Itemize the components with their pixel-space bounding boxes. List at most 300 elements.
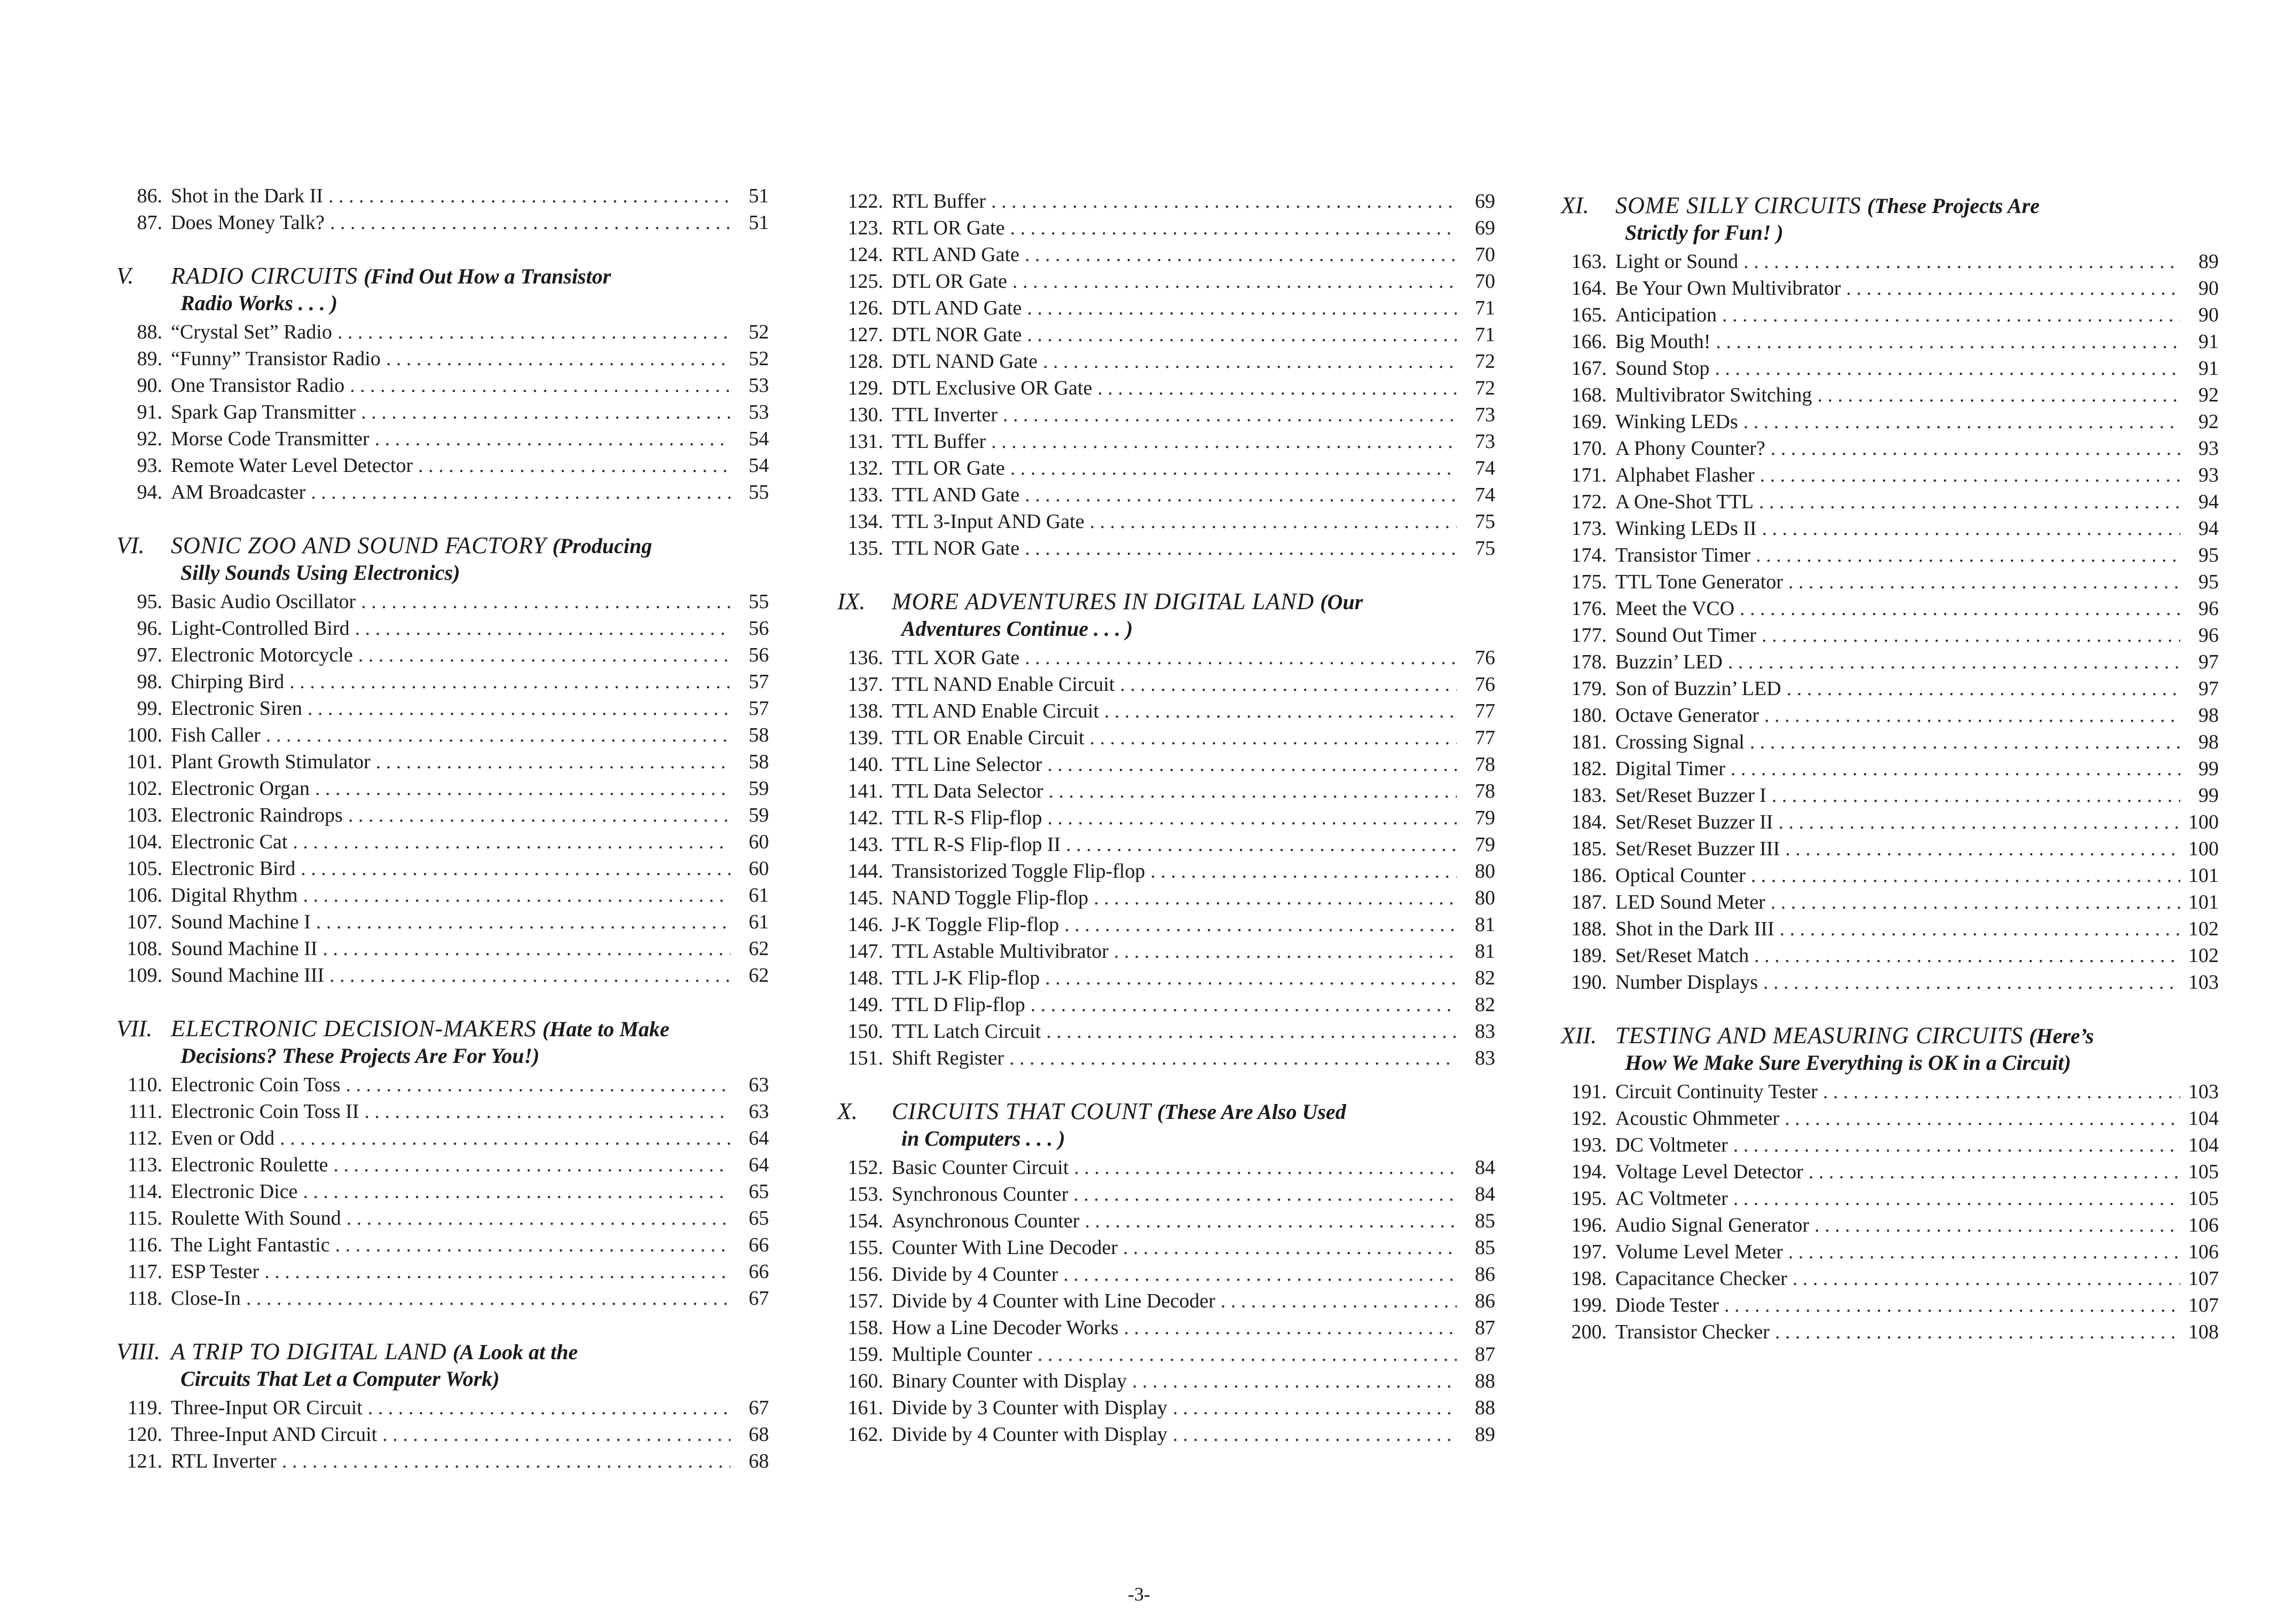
dot-leader bbox=[1809, 1158, 2180, 1185]
entry-number: 109. bbox=[127, 964, 162, 987]
dot-leader bbox=[1743, 248, 2180, 275]
entry-page-number: 60 bbox=[749, 857, 769, 880]
entry-title: Electronic Raindrops bbox=[171, 804, 343, 826]
entry-page-number: 54 bbox=[749, 454, 769, 477]
entry-title: Synchronous Counter bbox=[892, 1183, 1069, 1205]
entry-page-number: 54 bbox=[749, 428, 769, 450]
entry-title: Does Money Talk? bbox=[171, 211, 325, 234]
entry-number: 127. bbox=[847, 324, 883, 346]
dot-leader bbox=[1754, 942, 2180, 969]
toc-entry bbox=[833, 805, 1495, 831]
dot-leader bbox=[1733, 1185, 2180, 1212]
entry-number: 199. bbox=[1571, 1294, 1607, 1316]
entry-page-number: 51 bbox=[749, 185, 769, 207]
section-roman-numeral: XI. bbox=[1561, 192, 1589, 218]
toc-entry bbox=[833, 241, 1495, 268]
section-roman-numeral: VIII. bbox=[116, 1338, 160, 1365]
section-subtitle-continued: Adventures Continue . . . ) bbox=[901, 617, 1133, 641]
section-subtitle: (A Look at the bbox=[452, 1340, 578, 1364]
dot-leader bbox=[1027, 321, 1457, 348]
dot-leader bbox=[1731, 755, 2180, 782]
entry-title: Set/Reset Match bbox=[1615, 944, 1749, 967]
dot-leader bbox=[1027, 295, 1457, 321]
entry-number: 151. bbox=[847, 1047, 883, 1069]
entry-title: Electronic Coin Toss bbox=[171, 1074, 341, 1096]
toc-entry bbox=[1557, 1105, 2219, 1132]
entry-page-number: 65 bbox=[749, 1180, 769, 1203]
section-heading-text bbox=[1615, 192, 2040, 219]
toc-column-1 bbox=[112, 183, 769, 1475]
entry-page-number: 73 bbox=[1475, 430, 1495, 453]
entry-page-number: 73 bbox=[1475, 404, 1495, 426]
entry-page-number: 55 bbox=[749, 481, 769, 503]
entry-number: 155. bbox=[847, 1236, 883, 1259]
entry-number: 165. bbox=[1571, 304, 1607, 326]
dot-leader bbox=[1043, 348, 1457, 375]
toc-entry bbox=[112, 829, 769, 855]
entry-title: Octave Generator bbox=[1615, 704, 1759, 727]
dot-leader bbox=[350, 372, 730, 399]
section-heading-text bbox=[171, 1015, 670, 1043]
section-subtitle-continued: Radio Works . . . ) bbox=[180, 291, 338, 315]
toc-entry bbox=[1557, 702, 2219, 729]
dot-leader bbox=[1012, 268, 1457, 295]
section-heading-line bbox=[112, 1338, 769, 1366]
entry-title: LED Sound Meter bbox=[1615, 891, 1765, 913]
toc-entry bbox=[833, 1341, 1495, 1368]
toc-entry bbox=[1557, 969, 2219, 996]
toc-entry bbox=[1557, 595, 2219, 622]
entry-page-number: 57 bbox=[749, 671, 769, 693]
dot-leader bbox=[364, 1098, 730, 1125]
section-title: ELECTRONIC DECISION-MAKERS bbox=[171, 1015, 537, 1042]
entry-page-number: 85 bbox=[1475, 1210, 1495, 1232]
entry-number: 123. bbox=[847, 217, 883, 239]
entry-number: 177. bbox=[1571, 624, 1607, 647]
entry-number: 96. bbox=[137, 617, 162, 640]
entry-page-number: 79 bbox=[1475, 807, 1495, 829]
entry-page-number: 99 bbox=[2198, 758, 2219, 780]
entry-page-number: 98 bbox=[2198, 704, 2219, 727]
entry-title: Basic Counter Circuit bbox=[892, 1156, 1069, 1179]
entry-title: Even or Odd bbox=[171, 1127, 275, 1149]
dot-leader bbox=[316, 909, 730, 935]
toc-column-2 bbox=[833, 188, 1495, 1448]
entry-title: One Transistor Radio bbox=[171, 374, 345, 397]
entry-number: 122. bbox=[847, 190, 883, 212]
toc-entry bbox=[112, 882, 769, 909]
entry-title: TTL R-S Flip-flop bbox=[892, 807, 1042, 829]
entry-number: 118. bbox=[127, 1287, 162, 1310]
dot-leader bbox=[375, 425, 730, 452]
section-subtitle-continued: Strictly for Fun! ) bbox=[1625, 220, 1784, 245]
toc-entry bbox=[1557, 382, 2219, 408]
toc-entry bbox=[1557, 435, 2219, 462]
toc-entry bbox=[833, 1018, 1495, 1045]
toc-entry bbox=[833, 1421, 1495, 1448]
toc-entry bbox=[112, 1125, 769, 1152]
entry-number: 175. bbox=[1571, 571, 1607, 593]
toc-entry bbox=[1557, 515, 2219, 542]
entry-title: DTL AND Gate bbox=[892, 297, 1022, 319]
dot-leader bbox=[303, 1178, 730, 1205]
entry-number: 141. bbox=[847, 780, 883, 802]
entry-title: Sound Machine III bbox=[171, 964, 325, 987]
entry-number: 128. bbox=[847, 350, 883, 373]
entry-title: Audio Signal Generator bbox=[1615, 1214, 1810, 1236]
section-title: TESTING AND MEASURING CIRCUITS bbox=[1615, 1022, 2023, 1048]
entry-page-number: 76 bbox=[1475, 673, 1495, 696]
dot-leader bbox=[1114, 938, 1457, 965]
dot-leader bbox=[355, 615, 730, 642]
toc-entry bbox=[833, 375, 1495, 401]
entry-number: 171. bbox=[1571, 464, 1607, 486]
entry-number: 159. bbox=[847, 1343, 883, 1366]
dot-leader bbox=[293, 829, 730, 855]
dot-leader bbox=[1787, 675, 2180, 702]
entry-title: Close-In bbox=[171, 1287, 241, 1310]
entry-number: 94. bbox=[137, 481, 162, 503]
toc-entry bbox=[1557, 862, 2219, 889]
entry-number: 196. bbox=[1571, 1214, 1607, 1236]
dot-leader bbox=[386, 345, 730, 372]
entry-page-number: 67 bbox=[749, 1287, 769, 1310]
entry-title: Chirping Bird bbox=[171, 671, 285, 693]
toc-entry bbox=[833, 671, 1495, 698]
entry-number: 114. bbox=[127, 1180, 162, 1203]
toc-entry bbox=[833, 911, 1495, 938]
entry-page-number: 84 bbox=[1475, 1183, 1495, 1205]
toc-entry bbox=[112, 372, 769, 399]
entry-number: 97. bbox=[137, 644, 162, 666]
toc-entry bbox=[112, 1394, 769, 1421]
dot-leader bbox=[1046, 1018, 1457, 1045]
dot-leader bbox=[1760, 462, 2180, 488]
entry-title: How a Line Decoder Works bbox=[892, 1316, 1119, 1339]
toc-entry bbox=[833, 428, 1495, 455]
toc-entry bbox=[833, 858, 1495, 885]
entry-title: TTL AND Enable Circuit bbox=[892, 700, 1099, 722]
entry-number: 115. bbox=[127, 1207, 162, 1229]
dot-leader bbox=[1728, 649, 2180, 675]
toc-entry bbox=[1557, 942, 2219, 969]
dot-leader bbox=[991, 188, 1457, 215]
entry-page-number: 87 bbox=[1475, 1316, 1495, 1339]
toc-entry bbox=[112, 775, 769, 802]
section-roman-numeral: IX. bbox=[837, 588, 866, 614]
entry-number: 103. bbox=[127, 804, 162, 826]
entry-number: 161. bbox=[847, 1397, 883, 1419]
entry-page-number: 74 bbox=[1475, 484, 1495, 506]
dot-leader bbox=[368, 1394, 730, 1421]
entry-page-number: 97 bbox=[2198, 677, 2219, 700]
entry-page-number: 70 bbox=[1475, 243, 1495, 266]
entry-page-number: 85 bbox=[1475, 1236, 1495, 1259]
toc-entry bbox=[1557, 1212, 2219, 1239]
toc-entry bbox=[112, 209, 769, 236]
toc-entry bbox=[833, 1154, 1495, 1181]
toc-entry bbox=[112, 479, 769, 506]
toc-entry bbox=[1557, 462, 2219, 488]
entry-page-number: 97 bbox=[2198, 651, 2219, 673]
toc-entry bbox=[833, 1261, 1495, 1288]
entry-number: 99. bbox=[137, 697, 162, 720]
toc-entry bbox=[833, 1394, 1495, 1421]
entry-page-number: 70 bbox=[1475, 270, 1495, 293]
entry-number: 135. bbox=[847, 537, 883, 559]
entry-number: 163. bbox=[1571, 250, 1607, 273]
entry-page-number: 68 bbox=[749, 1450, 769, 1472]
dot-leader bbox=[266, 722, 730, 748]
toc-entry bbox=[112, 748, 769, 775]
toc-entry bbox=[1557, 542, 2219, 569]
entry-number: 140. bbox=[847, 753, 883, 776]
toc-entry bbox=[833, 724, 1495, 751]
dot-leader bbox=[315, 775, 730, 802]
toc-entry bbox=[1557, 488, 2219, 515]
entry-number: 179. bbox=[1571, 677, 1607, 700]
entry-number: 90. bbox=[137, 374, 162, 397]
toc-entry bbox=[833, 885, 1495, 911]
toc-entry bbox=[833, 751, 1495, 778]
entry-title: TTL OR Gate bbox=[892, 457, 1005, 479]
entry-number: 178. bbox=[1571, 651, 1607, 673]
section-title: RADIO CIRCUITS bbox=[171, 263, 358, 289]
dot-leader bbox=[1793, 1265, 2180, 1292]
entry-page-number: 63 bbox=[749, 1074, 769, 1096]
toc-entry bbox=[1557, 408, 2219, 435]
entry-number: 147. bbox=[847, 940, 883, 963]
dot-leader bbox=[1047, 751, 1457, 778]
entry-title: TTL Data Selector bbox=[892, 780, 1043, 802]
dot-leader bbox=[1124, 1314, 1457, 1341]
entry-number: 89. bbox=[137, 348, 162, 370]
dot-leader bbox=[328, 183, 730, 209]
entry-page-number: 66 bbox=[749, 1234, 769, 1256]
entry-number: 104. bbox=[127, 831, 162, 853]
entry-title: Capacitance Checker bbox=[1615, 1267, 1787, 1290]
entry-page-number: 83 bbox=[1475, 1020, 1495, 1043]
dot-leader bbox=[1722, 302, 2180, 328]
toc-entry bbox=[112, 615, 769, 642]
entry-page-number: 100 bbox=[2188, 811, 2219, 833]
entry-number: 190. bbox=[1571, 971, 1607, 994]
dot-leader bbox=[1724, 1292, 2180, 1319]
entry-title: Electronic Motorcycle bbox=[171, 644, 353, 666]
entry-page-number: 64 bbox=[749, 1127, 769, 1149]
dot-leader bbox=[382, 1421, 730, 1448]
toc-entry bbox=[1557, 1132, 2219, 1158]
entry-title: Transistor Checker bbox=[1615, 1321, 1770, 1343]
toc-column-3 bbox=[1557, 192, 2219, 1345]
toc-entry bbox=[112, 1098, 769, 1125]
dot-leader bbox=[1066, 831, 1457, 858]
entry-title: J-K Toggle Flip-flop bbox=[892, 913, 1059, 936]
entry-page-number: 96 bbox=[2198, 597, 2219, 620]
dot-leader bbox=[1090, 508, 1457, 535]
entry-number: 200. bbox=[1571, 1321, 1607, 1343]
dot-leader bbox=[1775, 1319, 2180, 1345]
entry-number: 111. bbox=[128, 1100, 162, 1123]
entry-page-number: 61 bbox=[749, 911, 769, 933]
toc-entry bbox=[1557, 649, 2219, 675]
dot-leader bbox=[323, 935, 730, 962]
section-heading bbox=[833, 1098, 1495, 1152]
entry-page-number: 82 bbox=[1475, 967, 1495, 989]
entry-title: Light or Sound bbox=[1615, 250, 1739, 273]
entry-title: Three-Input OR Circuit bbox=[171, 1397, 363, 1419]
toc-entry bbox=[112, 399, 769, 425]
entry-page-number: 77 bbox=[1475, 700, 1495, 722]
entry-page-number: 58 bbox=[749, 724, 769, 746]
section-heading-text bbox=[171, 532, 652, 559]
dot-leader bbox=[1814, 1212, 2180, 1239]
entry-page-number: 100 bbox=[2188, 838, 2219, 860]
toc-entry bbox=[833, 1181, 1495, 1208]
entry-number: 152. bbox=[847, 1156, 883, 1179]
entry-page-number: 66 bbox=[749, 1260, 769, 1283]
entry-title: DTL NAND Gate bbox=[892, 350, 1038, 373]
toc-entry bbox=[833, 698, 1495, 724]
entry-number: 142. bbox=[847, 807, 883, 829]
entry-page-number: 56 bbox=[749, 644, 769, 666]
entry-title: Divide by 4 Counter with Line Decoder bbox=[892, 1290, 1215, 1312]
entry-number: 169. bbox=[1571, 411, 1607, 433]
dot-leader bbox=[1038, 1341, 1457, 1368]
entry-number: 107. bbox=[127, 911, 162, 933]
entry-page-number: 78 bbox=[1475, 780, 1495, 802]
entry-title: TTL J-K Flip-flop bbox=[892, 967, 1040, 989]
entry-title: Electronic Roulette bbox=[171, 1154, 328, 1176]
toc-entry bbox=[1557, 809, 2219, 835]
dot-leader bbox=[1173, 1421, 1457, 1448]
entry-title: Counter With Line Decoder bbox=[892, 1236, 1118, 1259]
entry-title: Sound Machine I bbox=[171, 911, 311, 933]
toc-entry bbox=[112, 802, 769, 829]
entry-page-number: 51 bbox=[749, 211, 769, 234]
section-heading-text bbox=[171, 263, 611, 290]
toc-entry bbox=[833, 268, 1495, 295]
entry-page-number: 55 bbox=[749, 590, 769, 613]
toc-entry bbox=[833, 188, 1495, 215]
entry-number: 108. bbox=[127, 937, 162, 960]
dot-leader bbox=[361, 588, 730, 615]
toc-entry bbox=[833, 778, 1495, 805]
entry-title: RTL OR Gate bbox=[892, 217, 1005, 239]
toc-entry bbox=[1557, 1292, 2219, 1319]
entry-number: 132. bbox=[847, 457, 883, 479]
entry-page-number: 61 bbox=[749, 884, 769, 906]
entry-title: DTL NOR Gate bbox=[892, 324, 1022, 346]
entry-number: 189. bbox=[1571, 944, 1607, 967]
dot-leader bbox=[1788, 1239, 2180, 1265]
entry-number: 126. bbox=[847, 297, 883, 319]
dot-leader bbox=[361, 399, 730, 425]
entry-page-number: 93 bbox=[2198, 437, 2219, 460]
dot-leader bbox=[1025, 482, 1457, 508]
toc-entry bbox=[1557, 1239, 2219, 1265]
entry-page-number: 78 bbox=[1475, 753, 1495, 776]
dot-leader bbox=[1764, 702, 2180, 729]
section-heading bbox=[833, 588, 1495, 642]
entry-number: 164. bbox=[1571, 277, 1607, 299]
entry-title: Shift Register bbox=[892, 1047, 1004, 1069]
section-heading-line bbox=[112, 1015, 769, 1043]
toc-entry bbox=[833, 1045, 1495, 1071]
toc-entry bbox=[833, 508, 1495, 535]
entry-page-number: 99 bbox=[2198, 784, 2219, 807]
entry-number: 181. bbox=[1571, 731, 1607, 753]
entry-page-number: 101 bbox=[2188, 864, 2219, 887]
toc-entry bbox=[1557, 1319, 2219, 1345]
dot-leader bbox=[1025, 535, 1457, 562]
section-title: MORE ADVENTURES IN DIGITAL LAND bbox=[892, 588, 1315, 614]
entry-title: TTL AND Gate bbox=[892, 484, 1020, 506]
entry-title: Sound Stop bbox=[1615, 357, 1710, 380]
entry-page-number: 94 bbox=[2198, 491, 2219, 513]
entry-number: 192. bbox=[1571, 1107, 1607, 1130]
entry-number: 98. bbox=[137, 671, 162, 693]
dot-leader bbox=[1031, 991, 1457, 1018]
dot-leader bbox=[1762, 622, 2180, 649]
toc-entry bbox=[1557, 835, 2219, 862]
toc-entry bbox=[112, 642, 769, 668]
entry-page-number: 88 bbox=[1475, 1370, 1495, 1392]
entry-page-number: 102 bbox=[2188, 944, 2219, 967]
page-number: -3- bbox=[1128, 1583, 1150, 1605]
entry-page-number: 92 bbox=[2198, 384, 2219, 406]
entry-page-number: 58 bbox=[749, 751, 769, 773]
entry-number: 143. bbox=[847, 833, 883, 856]
dot-leader bbox=[289, 668, 730, 695]
section-subtitle-continued: How We Make Sure Everything is OK in a Circuit) bbox=[1625, 1051, 2071, 1075]
entry-number: 149. bbox=[847, 994, 883, 1016]
entry-page-number: 107 bbox=[2188, 1267, 2219, 1290]
entry-number: 197. bbox=[1571, 1241, 1607, 1263]
dot-leader bbox=[1063, 1261, 1457, 1288]
entry-page-number: 59 bbox=[749, 804, 769, 826]
section-subtitle: (These Are Also Used bbox=[1157, 1100, 1346, 1124]
toc-entry bbox=[112, 962, 769, 989]
entry-number: 166. bbox=[1571, 330, 1607, 353]
section-heading-text bbox=[892, 1098, 1346, 1125]
entry-page-number: 81 bbox=[1475, 913, 1495, 936]
entry-number: 167. bbox=[1571, 357, 1607, 380]
toc-entry bbox=[112, 1205, 769, 1232]
entry-page-number: 74 bbox=[1475, 457, 1495, 479]
entry-title: Electronic Coin Toss II bbox=[171, 1100, 359, 1123]
entry-page-number: 90 bbox=[2198, 304, 2219, 326]
entry-title: Three-Input AND Circuit bbox=[171, 1423, 378, 1446]
dot-leader bbox=[1716, 328, 2180, 355]
entry-number: 195. bbox=[1571, 1187, 1607, 1210]
toc-entry bbox=[833, 401, 1495, 428]
entry-title: The Light Fantastic bbox=[171, 1234, 330, 1256]
dot-leader bbox=[1003, 401, 1457, 428]
dot-leader bbox=[303, 882, 731, 909]
entry-number: 188. bbox=[1571, 918, 1607, 940]
entry-number: 156. bbox=[847, 1263, 883, 1286]
entry-title: Plant Growth Stimulator bbox=[171, 751, 371, 773]
entry-page-number: 86 bbox=[1475, 1263, 1495, 1286]
entry-title: Shot in the Dark II bbox=[171, 185, 323, 207]
entry-page-number: 101 bbox=[2188, 891, 2219, 913]
toc-entry bbox=[1557, 328, 2219, 355]
entry-number: 134. bbox=[847, 510, 883, 533]
entry-page-number: 91 bbox=[2198, 357, 2219, 380]
entry-title: TTL D Flip-flop bbox=[892, 994, 1025, 1016]
entry-title: Big Mouth! bbox=[1615, 330, 1711, 353]
